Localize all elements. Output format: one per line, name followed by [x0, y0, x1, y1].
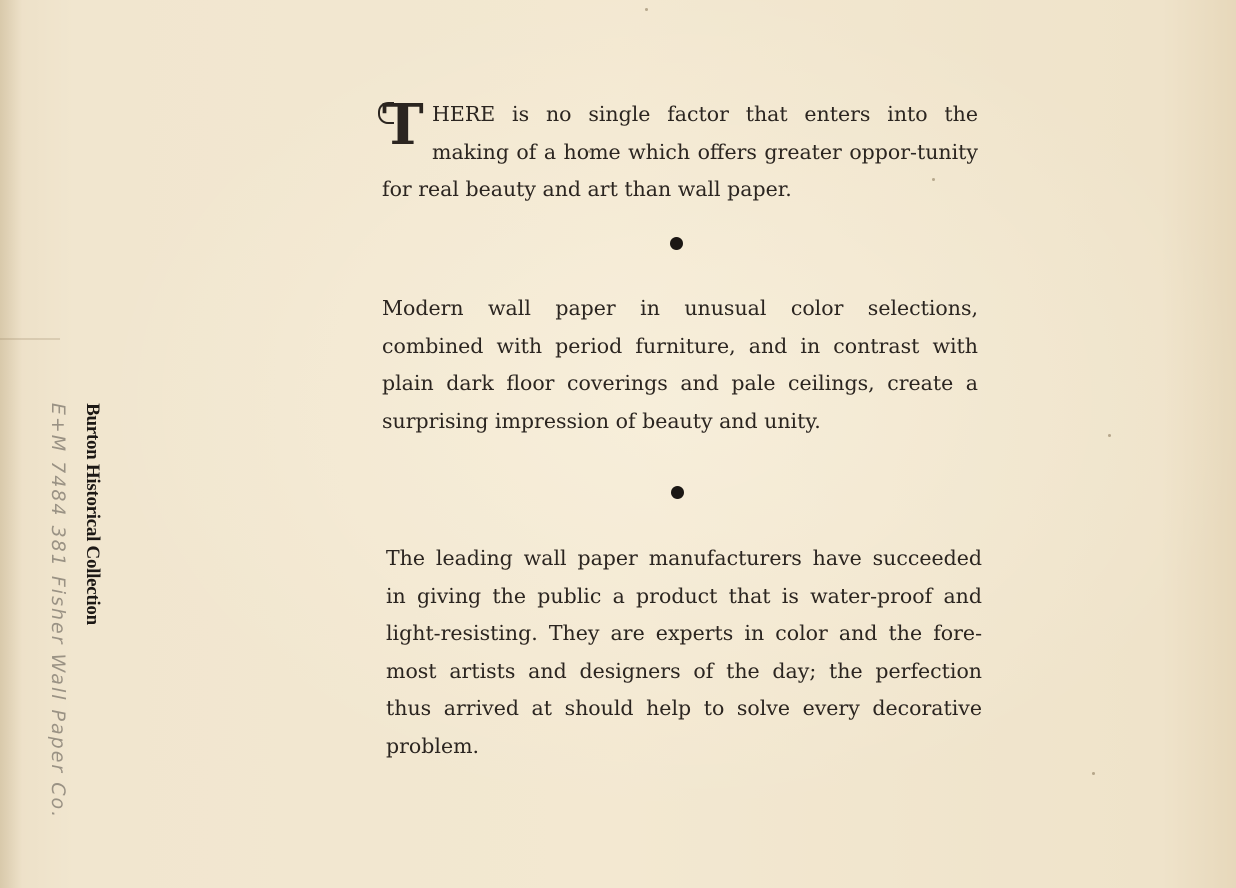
paragraph-3: The leading wall paper manufacturers have succeeded in giving the public a product that is water-proof and light-resisting. They are experts in color and the fore-most artists and designers of the day; the perfection thus arrived at should help to solve every decorative problem. [386, 546, 982, 758]
paper-speck [588, 150, 591, 153]
section-bullet [670, 237, 683, 250]
drop-cap-flourish [378, 102, 394, 124]
paragraph-1-text: HERE is no single factor that enters into the making of a home which offers greater oppor-tunity for real beauty and art than wall paper. [382, 102, 978, 201]
page-edge-shadow [0, 0, 22, 888]
handwritten-catalog-note: E+M 7484 381 Fisher Wall Paper Co. [47, 402, 69, 820]
paper-speck [1092, 772, 1095, 775]
paragraph-1 [382, 92, 978, 209]
drop-cap [382, 92, 424, 158]
section-bullet [671, 486, 684, 499]
paper-speck [645, 8, 648, 11]
paper-speck [932, 178, 935, 181]
collection-stamp: Burton Historical Collection [82, 403, 103, 625]
fold-crease [0, 338, 60, 340]
drop-cap-letter: T [382, 92, 424, 158]
paragraph-2: Modern wall paper in unusual color selections, combined with period furniture, and in contrast with plain dark floor coverings and pale ceilings, create a surprising impression of beauty and unity. [382, 296, 978, 433]
paper-speck [1108, 434, 1111, 437]
